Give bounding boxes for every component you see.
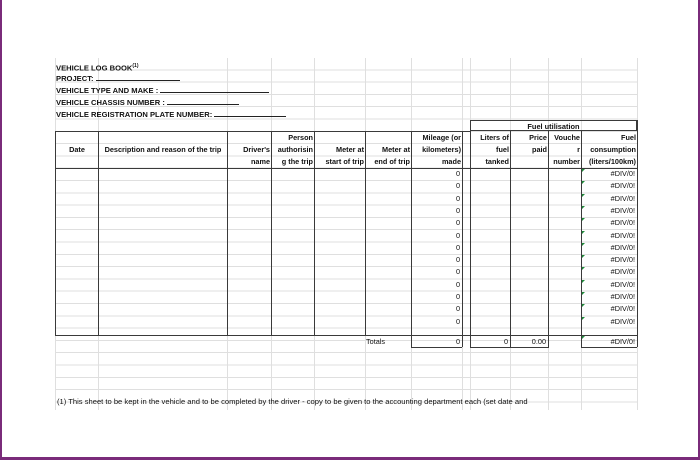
col-liters-label-3: tanked <box>485 157 509 166</box>
col-voucher-label-3: number <box>553 157 580 166</box>
row-mileage[interactable]: 0 <box>455 193 460 203</box>
row-consumption[interactable]: #DIV/0! <box>610 255 635 265</box>
error-indicator-icon <box>582 231 585 234</box>
col-mileage-label-3: made <box>441 157 461 166</box>
footnote: (1) This sheet to be kept in the vehicle and to be completed by the driver - copy to be given to the accounting department each (set date and <box>57 397 528 406</box>
plate-label: VEHICLE REGISTRATION PLATE NUMBER: <box>56 110 213 119</box>
error-indicator-icon <box>582 206 585 209</box>
col-consumption <box>582 132 636 168</box>
row-mileage[interactable]: 0 <box>455 292 460 301</box>
col-meter-end-label: Meter at <box>382 145 410 154</box>
col-consumption-label-3: (liters/100km) <box>588 157 636 166</box>
col-meter-start-label-2: start of trip <box>325 157 364 166</box>
col-driver-label-2: name <box>250 157 270 166</box>
row-consumption[interactable]: #DIV/0! <box>610 316 635 326</box>
error-indicator-icon <box>582 255 585 258</box>
plate-field <box>56 109 286 120</box>
col-mileage-label: Mileage (or <box>422 133 461 142</box>
row-mileage[interactable]: 0 <box>455 267 460 277</box>
row-consumption[interactable]: #DIV/0! <box>610 279 635 289</box>
error-indicator-icon <box>582 317 585 320</box>
total-liters[interactable]: 0 <box>503 337 508 346</box>
error-indicator-icon <box>582 292 585 295</box>
col-meter-start <box>315 132 364 168</box>
col-voucher-label-2: r <box>577 145 580 154</box>
total-fuel-bottom <box>470 347 549 348</box>
project-input-line[interactable] <box>96 73 180 81</box>
total-consumption-bottom <box>581 347 637 348</box>
row-mileage[interactable]: 0 <box>455 169 460 178</box>
col-voucher <box>549 132 580 168</box>
row-consumption[interactable]: #DIV/0! <box>610 292 635 301</box>
row-mileage[interactable]: 0 <box>455 255 460 265</box>
fuel-utilisation-header: Fuel utilisation <box>470 120 637 131</box>
col-meter-start-label: Meter at <box>336 145 364 154</box>
row-consumption[interactable]: #DIV/0! <box>610 267 635 277</box>
row-consumption[interactable]: #DIV/0! <box>610 181 635 191</box>
row-mileage[interactable]: 0 <box>455 304 460 314</box>
chassis-input-line[interactable] <box>167 97 239 105</box>
col-meter-end <box>366 132 410 168</box>
row-consumption[interactable]: #DIV/0! <box>610 230 635 240</box>
error-indicator-icon <box>582 181 585 184</box>
totals-label: Totals <box>366 337 386 346</box>
col-person-label-3: g the trip <box>281 157 313 166</box>
row-mileage[interactable]: 0 <box>455 205 460 215</box>
error-indicator-icon <box>582 218 585 221</box>
row-consumption[interactable]: #DIV/0! <box>610 242 635 252</box>
row-consumption[interactable]: #DIV/0! <box>610 205 635 215</box>
rows-bottom-border <box>55 335 637 336</box>
col-consumption-label-2: consumption <box>590 145 636 154</box>
row-consumption[interactable]: #DIV/0! <box>610 169 635 178</box>
title-footnote-marker: (1) <box>132 63 139 69</box>
col-consumption-label: Fuel <box>621 133 636 142</box>
col-price-label: Price <box>529 133 547 142</box>
error-indicator-icon <box>582 169 585 172</box>
row-mileage[interactable]: 0 <box>455 230 460 240</box>
total-mileage[interactable]: 0 <box>455 337 460 346</box>
vehicle-type-field <box>56 85 269 96</box>
total-consumption[interactable]: #DIV/0! <box>610 337 635 346</box>
error-indicator-icon <box>582 194 585 197</box>
chassis-label: VEHICLE CHASSIS NUMBER : <box>56 98 165 107</box>
error-indicator-icon <box>582 280 585 283</box>
row-mileage[interactable]: 0 <box>455 316 460 326</box>
error-indicator-icon <box>582 336 585 339</box>
col-person-label-2: authorisin <box>277 145 313 154</box>
col-mileage-label-2: kilometers) <box>422 145 461 154</box>
vehicle-type-input-line[interactable] <box>160 85 269 93</box>
total-mileage-bottom <box>411 347 462 348</box>
col-date-label: Date <box>69 145 85 154</box>
row-mileage[interactable]: 0 <box>455 218 460 228</box>
col-person-label: Person <box>288 133 313 142</box>
col-description <box>99 132 227 168</box>
col-person <box>272 132 313 168</box>
col-liters-label: Liters of <box>480 133 509 142</box>
error-indicator-icon <box>582 243 585 246</box>
row-consumption[interactable]: #DIV/0! <box>610 304 635 314</box>
row-consumption[interactable]: #DIV/0! <box>610 193 635 203</box>
col-description-label: Description and reason of the trip <box>104 145 222 154</box>
col-date <box>56 132 98 168</box>
row-consumption[interactable]: #DIV/0! <box>610 218 635 228</box>
project-field <box>56 73 180 84</box>
col-driver-label: Driver's <box>243 145 270 154</box>
col-meter-end-label-2: end of trip <box>374 157 410 166</box>
header-bottom-border <box>55 168 637 169</box>
row-mileage[interactable]: 0 <box>455 242 460 252</box>
row-mileage[interactable]: 0 <box>455 279 460 289</box>
chassis-field <box>56 97 239 108</box>
total-price[interactable]: 0.00 <box>531 337 546 346</box>
log-title <box>56 61 139 74</box>
row-mileage[interactable]: 0 <box>455 181 460 191</box>
plate-input-line[interactable] <box>214 109 286 117</box>
col-price-label-2: paid <box>532 145 547 154</box>
col-mileage <box>412 132 461 168</box>
vehicle-type-label: VEHICLE TYPE AND MAKE : <box>56 86 159 95</box>
col-liters-label-2: fuel <box>496 145 509 154</box>
col-voucher-label: Vouche <box>554 133 580 142</box>
project-label: PROJECT: <box>56 74 94 83</box>
error-indicator-icon <box>582 267 585 270</box>
col-liters <box>471 132 509 168</box>
col-price <box>511 132 547 168</box>
log-title-text: VEHICLE LOG BOOK <box>56 63 133 73</box>
error-indicator-icon <box>582 304 585 307</box>
col-driver <box>228 132 270 168</box>
